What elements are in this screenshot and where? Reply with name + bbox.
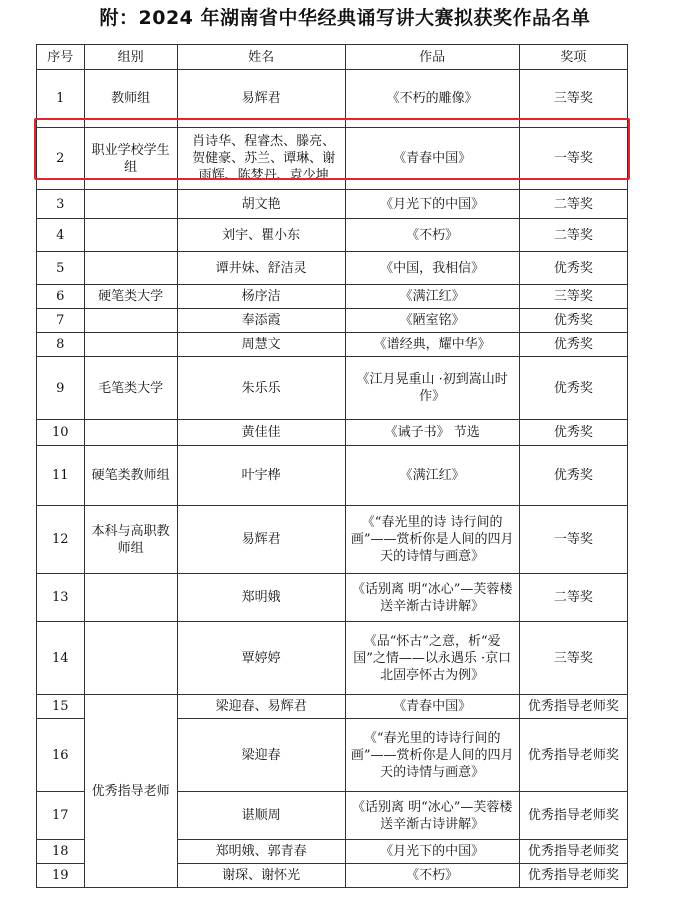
award-cell: 一等奖: [519, 128, 627, 190]
table-row: [37, 190, 628, 219]
group-cell: [84, 333, 177, 357]
table-row: [37, 420, 628, 446]
name-cell: 梁迎春: [177, 719, 345, 792]
row-no: 4: [37, 219, 85, 252]
award-cell: 一等奖: [519, 506, 627, 574]
row-no: 12: [37, 506, 85, 574]
work-cell: 《话别离 明“冰心”—芙蓉楼送辛渐古诗讲解》: [345, 792, 519, 840]
row-no: 8: [37, 333, 85, 357]
table-row: [37, 357, 628, 420]
name-cell: 郑明娥、郭青春: [177, 840, 345, 864]
name-cell: 肖诗华、程睿杰、滕亮、贺健豪、苏兰、谭琳、谢雨辉、陈梦丹、袁少坤: [177, 128, 345, 190]
name-cell: 易辉君: [177, 70, 345, 128]
group-cell: 优秀指导老师: [84, 695, 177, 888]
name-cell: 胡文艳: [177, 190, 345, 219]
group-cell: 教师组: [84, 70, 177, 128]
name-cell: 郑明娥: [177, 574, 345, 622]
table-row: [37, 252, 628, 285]
row-no: 5: [37, 252, 85, 285]
work-cell: 《中国，我相信》: [345, 252, 519, 285]
work-cell: 《月光下的中国》: [345, 190, 519, 219]
table-row: [37, 70, 628, 128]
work-cell: 《江月晃重山 ·初到嵩山时作》: [345, 357, 519, 420]
table-row: [37, 219, 628, 252]
table-row: [37, 574, 628, 622]
group-cell: 本科与高职教师组: [84, 506, 177, 574]
row-no: 9: [37, 357, 85, 420]
table-row: [37, 695, 628, 719]
award-cell: 优秀奖: [519, 446, 627, 506]
award-cell: 优秀奖: [519, 309, 627, 333]
header-row: [37, 45, 628, 70]
row-no: 17: [37, 792, 85, 840]
group-cell: 职业学校学生组: [84, 128, 177, 190]
row-no: 13: [37, 574, 85, 622]
table-row: [37, 446, 628, 506]
group-cell: [84, 420, 177, 446]
award-cell: 优秀奖: [519, 420, 627, 446]
group-cell: [84, 309, 177, 333]
work-cell: 《“春光里的诗诗行间的画”——赏析你是人间的四月天的诗情与画意》: [345, 719, 519, 792]
name-cell: 奉添霞: [177, 309, 345, 333]
group-cell: 毛笔类大学: [84, 357, 177, 420]
group-cell: [84, 252, 177, 285]
row-no: 15: [37, 695, 85, 719]
header-name: 姓名: [177, 45, 345, 70]
name-cell: 易辉君: [177, 506, 345, 574]
name-cell: 谌顺周: [177, 792, 345, 840]
work-cell: 《青春中国》: [345, 695, 519, 719]
award-cell: 优秀指导老师奖: [519, 695, 627, 719]
group-cell: [84, 622, 177, 695]
table-row: [37, 506, 628, 574]
award-cell: 二等奖: [519, 219, 627, 252]
work-cell: 《谱经典，耀中华》: [345, 333, 519, 357]
row-no: 3: [37, 190, 85, 219]
work-cell: 《品“怀古”之意，析“爱国”之情——以永遇乐 ·京口北固亭怀古为例》: [345, 622, 519, 695]
header-work: 作品: [345, 45, 519, 70]
name-cell: 谢琛、谢怀光: [177, 864, 345, 888]
page-title: 附：2024 年湖南省中华经典诵写讲大赛拟获奖作品名单: [99, 7, 591, 29]
row-no: 16: [37, 719, 85, 792]
group-cell: [84, 219, 177, 252]
award-cell: 优秀奖: [519, 357, 627, 420]
award-cell: 优秀指导老师奖: [519, 840, 627, 864]
name-cell: 黄佳佳: [177, 420, 345, 446]
name-cell: 朱乐乐: [177, 357, 345, 420]
row-no: 1: [37, 70, 85, 128]
award-cell: 三等奖: [519, 70, 627, 128]
table-row: [37, 333, 628, 357]
award-cell: 优秀指导老师奖: [519, 792, 627, 840]
award-cell: 二等奖: [519, 190, 627, 219]
work-cell: 《不朽》: [345, 219, 519, 252]
award-cell: 三等奖: [519, 622, 627, 695]
work-cell: 《青春中国》: [345, 128, 519, 190]
work-cell: 《不朽的雕像》: [345, 70, 519, 128]
name-cell: 杨序洁: [177, 285, 345, 309]
work-cell: 《月光下的中国》: [345, 840, 519, 864]
work-cell: 《陋室铭》: [345, 309, 519, 333]
work-cell: 《满江红》: [345, 285, 519, 309]
table-row: [37, 622, 628, 695]
name-cell: 叶宇桦: [177, 446, 345, 506]
name-cell: 谭井妹、舒洁灵: [177, 252, 345, 285]
row-no: 6: [37, 285, 85, 309]
row-no: 19: [37, 864, 85, 888]
work-cell: 《不朽》: [345, 864, 519, 888]
name-cell: 梁迎春、易辉君: [177, 695, 345, 719]
award-cell: 优秀指导老师奖: [519, 719, 627, 792]
work-cell: 《“春光里的诗 诗行间的画”——赏析你是人间的四月天的诗情与画意》: [345, 506, 519, 574]
name-cell: 覃婷婷: [177, 622, 345, 695]
table-row: [37, 309, 628, 333]
header-no: 序号: [37, 45, 85, 70]
group-cell: 硬笔类教师组: [84, 446, 177, 506]
work-cell: 《满江红》: [345, 446, 519, 506]
row-no: 10: [37, 420, 85, 446]
group-cell: [84, 574, 177, 622]
group-cell: 硬笔类大学: [84, 285, 177, 309]
work-cell: 《诫子书》 节选: [345, 420, 519, 446]
table-row: [37, 128, 628, 190]
award-cell: 优秀奖: [519, 252, 627, 285]
row-no: 7: [37, 309, 85, 333]
row-no: 2: [37, 128, 85, 190]
name-cell: 刘宇、瞿小东: [177, 219, 345, 252]
award-cell: 优秀指导老师奖: [519, 864, 627, 888]
award-cell: 三等奖: [519, 285, 627, 309]
name-cell: 周慧文: [177, 333, 345, 357]
award-table: [36, 44, 628, 888]
award-cell: 优秀奖: [519, 333, 627, 357]
row-no: 14: [37, 622, 85, 695]
work-cell: 《话别离 明“冰心”—芙蓉楼送辛渐古诗讲解》: [345, 574, 519, 622]
award-cell: 二等奖: [519, 574, 627, 622]
header-award: 奖项: [519, 45, 627, 70]
group-cell: [84, 190, 177, 219]
row-no: 18: [37, 840, 85, 864]
table-row: [37, 285, 628, 309]
header-group: 组别: [84, 45, 177, 70]
row-no: 11: [37, 446, 85, 506]
